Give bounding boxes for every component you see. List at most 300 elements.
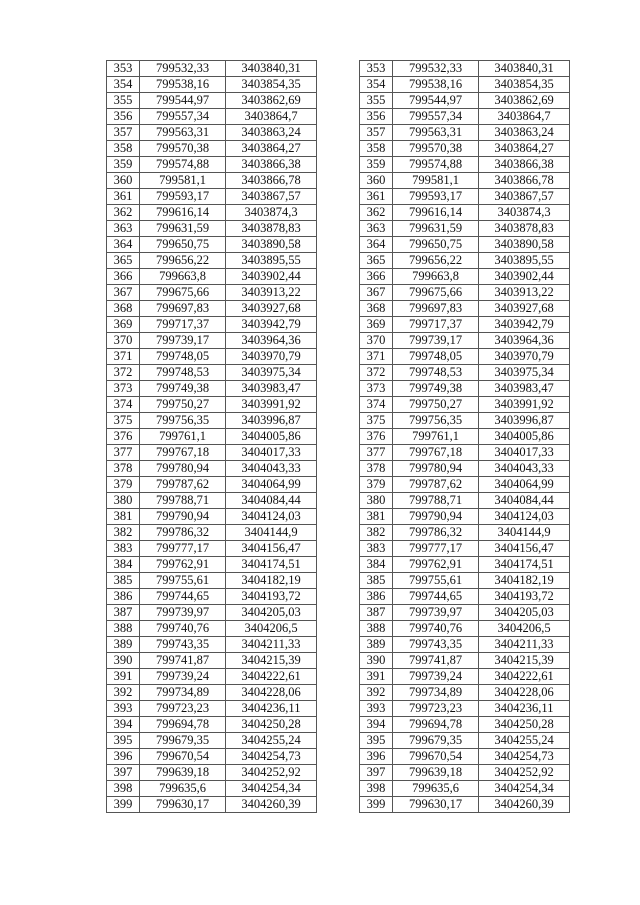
table-row (107, 93, 317, 109)
table-row (360, 237, 570, 253)
y-coordinate-cell: 3404254,73 (226, 749, 317, 765)
y-coordinate-cell: 3404236,11 (479, 701, 570, 717)
table-row (107, 669, 317, 685)
table-row (360, 797, 570, 813)
point-number-cell: 358 (360, 141, 393, 157)
table-row (107, 797, 317, 813)
x-coordinate-cell: 799650,75 (140, 237, 226, 253)
x-coordinate-cell: 799694,78 (393, 717, 479, 733)
point-number-cell: 361 (360, 189, 393, 205)
y-coordinate-cell: 3404211,33 (226, 637, 317, 653)
point-number-cell: 360 (107, 173, 140, 189)
x-coordinate-cell: 799756,35 (140, 413, 226, 429)
y-coordinate-cell: 3404193,72 (226, 589, 317, 605)
y-coordinate-cell: 3404005,86 (479, 429, 570, 445)
point-number-cell: 396 (107, 749, 140, 765)
x-coordinate-cell: 799787,62 (393, 477, 479, 493)
y-coordinate-cell: 3404174,51 (479, 557, 570, 573)
y-coordinate-cell: 3404254,34 (226, 781, 317, 797)
point-number-cell: 398 (360, 781, 393, 797)
x-coordinate-cell: 799650,75 (393, 237, 479, 253)
x-coordinate-cell: 799786,32 (140, 525, 226, 541)
table-row (107, 685, 317, 701)
y-coordinate-cell: 3404228,06 (479, 685, 570, 701)
y-coordinate-cell: 3403854,35 (226, 77, 317, 93)
x-coordinate-cell: 799788,71 (393, 493, 479, 509)
table-row (107, 301, 317, 317)
table-row (360, 285, 570, 301)
x-coordinate-cell: 799767,18 (140, 445, 226, 461)
y-coordinate-cell: 3404250,28 (226, 717, 317, 733)
point-number-cell: 353 (107, 61, 140, 77)
y-coordinate-cell: 3404206,5 (226, 621, 317, 637)
coordinates-table-left (106, 60, 317, 813)
table-row (360, 509, 570, 525)
table-row (360, 573, 570, 589)
point-number-cell: 353 (360, 61, 393, 77)
y-coordinate-cell: 3403874,3 (226, 205, 317, 221)
point-number-cell: 376 (360, 429, 393, 445)
point-number-cell: 371 (107, 349, 140, 365)
point-number-cell: 365 (360, 253, 393, 269)
y-coordinate-cell: 3403991,92 (479, 397, 570, 413)
x-coordinate-cell: 799750,27 (140, 397, 226, 413)
x-coordinate-cell: 799755,61 (393, 573, 479, 589)
x-coordinate-cell: 799616,14 (393, 205, 479, 221)
x-coordinate-cell: 799748,05 (393, 349, 479, 365)
point-number-cell: 366 (107, 269, 140, 285)
x-coordinate-cell: 799748,53 (140, 365, 226, 381)
point-number-cell: 380 (360, 493, 393, 509)
y-coordinate-cell: 3404182,19 (479, 573, 570, 589)
y-coordinate-cell: 3404211,33 (479, 637, 570, 653)
x-coordinate-cell: 799723,23 (393, 701, 479, 717)
x-coordinate-cell: 799563,31 (393, 125, 479, 141)
y-coordinate-cell: 3403840,31 (479, 61, 570, 77)
point-number-cell: 361 (107, 189, 140, 205)
table-row (360, 333, 570, 349)
y-coordinate-cell: 3404215,39 (226, 653, 317, 669)
x-coordinate-cell: 799750,27 (393, 397, 479, 413)
table-row (107, 653, 317, 669)
table-row (360, 77, 570, 93)
y-coordinate-cell: 3403890,58 (226, 237, 317, 253)
point-number-cell: 382 (360, 525, 393, 541)
x-coordinate-cell: 799739,24 (393, 669, 479, 685)
point-number-cell: 394 (360, 717, 393, 733)
table-row (107, 477, 317, 493)
table-row (360, 397, 570, 413)
table-row (360, 733, 570, 749)
table-row (107, 365, 317, 381)
x-coordinate-cell: 799656,22 (140, 253, 226, 269)
point-number-cell: 366 (360, 269, 393, 285)
table-row (360, 557, 570, 573)
point-number-cell: 371 (360, 349, 393, 365)
table-row (360, 365, 570, 381)
y-coordinate-cell: 3403866,78 (479, 173, 570, 189)
x-coordinate-cell: 799723,23 (140, 701, 226, 717)
x-coordinate-cell: 799790,94 (393, 509, 479, 525)
x-coordinate-cell: 799743,35 (140, 637, 226, 653)
point-number-cell: 367 (360, 285, 393, 301)
x-coordinate-cell: 799741,87 (393, 653, 479, 669)
point-number-cell: 357 (107, 125, 140, 141)
x-coordinate-cell: 799663,8 (393, 269, 479, 285)
y-coordinate-cell: 3403983,47 (226, 381, 317, 397)
y-coordinate-cell: 3404206,5 (479, 621, 570, 637)
x-coordinate-cell: 799639,18 (393, 765, 479, 781)
y-coordinate-cell: 3403864,27 (479, 141, 570, 157)
y-coordinate-cell: 3404222,61 (479, 669, 570, 685)
table-row (360, 93, 570, 109)
point-number-cell: 356 (360, 109, 393, 125)
point-number-cell: 363 (360, 221, 393, 237)
x-coordinate-cell: 799574,88 (393, 157, 479, 173)
y-coordinate-cell: 3403996,87 (226, 413, 317, 429)
y-coordinate-cell: 3403878,83 (226, 221, 317, 237)
x-coordinate-cell: 799777,17 (140, 541, 226, 557)
y-coordinate-cell: 3404254,73 (479, 749, 570, 765)
point-number-cell: 384 (360, 557, 393, 573)
table-row (360, 637, 570, 653)
point-number-cell: 392 (107, 685, 140, 701)
table-row (360, 125, 570, 141)
x-coordinate-cell: 799532,33 (393, 61, 479, 77)
point-number-cell: 373 (360, 381, 393, 397)
y-coordinate-cell: 3403991,92 (226, 397, 317, 413)
point-number-cell: 356 (107, 109, 140, 125)
y-coordinate-cell: 3403867,57 (226, 189, 317, 205)
y-coordinate-cell: 3403867,57 (479, 189, 570, 205)
y-coordinate-cell: 3403862,69 (226, 93, 317, 109)
table-row (360, 461, 570, 477)
table-row (360, 301, 570, 317)
point-number-cell: 369 (107, 317, 140, 333)
table-row (107, 637, 317, 653)
x-coordinate-cell: 799670,54 (140, 749, 226, 765)
point-number-cell: 378 (107, 461, 140, 477)
y-coordinate-cell: 3404228,06 (226, 685, 317, 701)
y-coordinate-cell: 3404017,33 (226, 445, 317, 461)
x-coordinate-cell: 799717,37 (393, 317, 479, 333)
point-number-cell: 364 (360, 237, 393, 253)
x-coordinate-cell: 799739,24 (140, 669, 226, 685)
y-coordinate-cell: 3404260,39 (479, 797, 570, 813)
table-row (360, 717, 570, 733)
table-row (360, 61, 570, 77)
y-coordinate-cell: 3403942,79 (226, 317, 317, 333)
point-number-cell: 369 (360, 317, 393, 333)
point-number-cell: 386 (360, 589, 393, 605)
y-coordinate-cell: 3404043,33 (226, 461, 317, 477)
y-coordinate-cell: 3403913,22 (479, 285, 570, 301)
x-coordinate-cell: 799544,97 (393, 93, 479, 109)
y-coordinate-cell: 3403996,87 (479, 413, 570, 429)
y-coordinate-cell: 3403866,38 (226, 157, 317, 173)
table-row (107, 557, 317, 573)
y-coordinate-cell: 3404260,39 (226, 797, 317, 813)
point-number-cell: 388 (107, 621, 140, 637)
x-coordinate-cell: 799740,76 (393, 621, 479, 637)
table-row (360, 781, 570, 797)
x-coordinate-cell: 799570,38 (393, 141, 479, 157)
x-coordinate-cell: 799749,38 (140, 381, 226, 397)
point-number-cell: 395 (107, 733, 140, 749)
x-coordinate-cell: 799790,94 (140, 509, 226, 525)
point-number-cell: 375 (360, 413, 393, 429)
table-row (107, 317, 317, 333)
x-coordinate-cell: 799670,54 (393, 749, 479, 765)
table-row (107, 125, 317, 141)
x-coordinate-cell: 799563,31 (140, 125, 226, 141)
y-coordinate-cell: 3404205,03 (226, 605, 317, 621)
table-row (360, 477, 570, 493)
table-row (107, 189, 317, 205)
y-coordinate-cell: 3404064,99 (479, 477, 570, 493)
point-number-cell: 394 (107, 717, 140, 733)
x-coordinate-cell: 799679,35 (140, 733, 226, 749)
x-coordinate-cell: 799777,17 (393, 541, 479, 557)
y-coordinate-cell: 3403902,44 (226, 269, 317, 285)
y-coordinate-cell: 3403983,47 (479, 381, 570, 397)
point-number-cell: 363 (107, 221, 140, 237)
x-coordinate-cell: 799675,66 (140, 285, 226, 301)
table-row (107, 349, 317, 365)
y-coordinate-cell: 3403895,55 (226, 253, 317, 269)
x-coordinate-cell: 799679,35 (393, 733, 479, 749)
y-coordinate-cell: 3403927,68 (226, 301, 317, 317)
table-row (107, 509, 317, 525)
point-number-cell: 380 (107, 493, 140, 509)
x-coordinate-cell: 799739,97 (393, 605, 479, 621)
table-row (360, 541, 570, 557)
y-coordinate-cell: 3403927,68 (479, 301, 570, 317)
point-number-cell: 362 (107, 205, 140, 221)
y-coordinate-cell: 3404252,92 (479, 765, 570, 781)
table-row (107, 397, 317, 413)
table-row (107, 285, 317, 301)
y-coordinate-cell: 3404156,47 (226, 541, 317, 557)
point-number-cell: 368 (360, 301, 393, 317)
x-coordinate-cell: 799631,59 (140, 221, 226, 237)
x-coordinate-cell: 799697,83 (140, 301, 226, 317)
point-number-cell: 360 (360, 173, 393, 189)
point-number-cell: 391 (360, 669, 393, 685)
y-coordinate-cell: 3403913,22 (226, 285, 317, 301)
coordinates-table-right (359, 60, 570, 813)
point-number-cell: 387 (107, 605, 140, 621)
table-row (360, 205, 570, 221)
x-coordinate-cell: 799749,38 (393, 381, 479, 397)
y-coordinate-cell: 3404124,03 (226, 509, 317, 525)
y-coordinate-cell: 3404252,92 (226, 765, 317, 781)
point-number-cell: 395 (360, 733, 393, 749)
x-coordinate-cell: 799761,1 (393, 429, 479, 445)
y-coordinate-cell: 3404182,19 (226, 573, 317, 589)
table-row (107, 461, 317, 477)
table-row (107, 605, 317, 621)
point-number-cell: 354 (107, 77, 140, 93)
table-row (107, 717, 317, 733)
point-number-cell: 372 (360, 365, 393, 381)
y-coordinate-cell: 3404205,03 (479, 605, 570, 621)
point-number-cell: 384 (107, 557, 140, 573)
table-row (360, 669, 570, 685)
point-number-cell: 399 (360, 797, 393, 813)
table-row (360, 653, 570, 669)
table-row (107, 61, 317, 77)
table-row (107, 621, 317, 637)
y-coordinate-cell: 3404084,44 (479, 493, 570, 509)
y-coordinate-cell: 3404043,33 (479, 461, 570, 477)
table-row (360, 621, 570, 637)
table-row (360, 413, 570, 429)
y-coordinate-cell: 3403854,35 (479, 77, 570, 93)
x-coordinate-cell: 799593,17 (140, 189, 226, 205)
table-row (107, 589, 317, 605)
y-coordinate-cell: 3403863,24 (479, 125, 570, 141)
point-number-cell: 385 (107, 573, 140, 589)
x-coordinate-cell: 799744,65 (393, 589, 479, 605)
y-coordinate-cell: 3403975,34 (226, 365, 317, 381)
x-coordinate-cell: 799739,97 (140, 605, 226, 621)
x-coordinate-cell: 799739,17 (140, 333, 226, 349)
x-coordinate-cell: 799743,35 (393, 637, 479, 653)
table-row (360, 493, 570, 509)
point-number-cell: 370 (360, 333, 393, 349)
point-number-cell: 392 (360, 685, 393, 701)
y-coordinate-cell: 3404222,61 (226, 669, 317, 685)
point-number-cell: 399 (107, 797, 140, 813)
x-coordinate-cell: 799593,17 (393, 189, 479, 205)
point-number-cell: 382 (107, 525, 140, 541)
y-coordinate-cell: 3404124,03 (479, 509, 570, 525)
x-coordinate-cell: 799739,17 (393, 333, 479, 349)
point-number-cell: 359 (107, 157, 140, 173)
y-coordinate-cell: 3403942,79 (479, 317, 570, 333)
table-row (360, 109, 570, 125)
point-number-cell: 398 (107, 781, 140, 797)
point-number-cell: 355 (107, 93, 140, 109)
table-row (107, 237, 317, 253)
point-number-cell: 359 (360, 157, 393, 173)
table-row (107, 781, 317, 797)
point-number-cell: 368 (107, 301, 140, 317)
point-number-cell: 379 (360, 477, 393, 493)
table-row (360, 589, 570, 605)
y-coordinate-cell: 3404144,9 (479, 525, 570, 541)
table-row (107, 253, 317, 269)
y-coordinate-cell: 3403866,38 (479, 157, 570, 173)
x-coordinate-cell: 799635,6 (140, 781, 226, 797)
point-number-cell: 389 (360, 637, 393, 653)
x-coordinate-cell: 799717,37 (140, 317, 226, 333)
table-row (360, 349, 570, 365)
point-number-cell: 389 (107, 637, 140, 653)
y-coordinate-cell: 3403874,3 (479, 205, 570, 221)
table-row (360, 445, 570, 461)
table-row (360, 381, 570, 397)
point-number-cell: 397 (107, 765, 140, 781)
x-coordinate-cell: 799616,14 (140, 205, 226, 221)
table-row (360, 141, 570, 157)
x-coordinate-cell: 799780,94 (393, 461, 479, 477)
point-number-cell: 385 (360, 573, 393, 589)
point-number-cell: 355 (360, 93, 393, 109)
point-number-cell: 372 (107, 365, 140, 381)
x-coordinate-cell: 799744,65 (140, 589, 226, 605)
x-coordinate-cell: 799697,83 (393, 301, 479, 317)
table-row (360, 685, 570, 701)
y-coordinate-cell: 3403864,27 (226, 141, 317, 157)
x-coordinate-cell: 799532,33 (140, 61, 226, 77)
y-coordinate-cell: 3403970,79 (479, 349, 570, 365)
table-row (107, 173, 317, 189)
point-number-cell: 393 (107, 701, 140, 717)
y-coordinate-cell: 3403964,36 (479, 333, 570, 349)
point-number-cell: 374 (107, 397, 140, 413)
table-row (107, 573, 317, 589)
x-coordinate-cell: 799630,17 (393, 797, 479, 813)
point-number-cell: 397 (360, 765, 393, 781)
table-row (107, 445, 317, 461)
y-coordinate-cell: 3403864,7 (479, 109, 570, 125)
y-coordinate-cell: 3404005,86 (226, 429, 317, 445)
x-coordinate-cell: 799788,71 (140, 493, 226, 509)
x-coordinate-cell: 799762,91 (393, 557, 479, 573)
point-number-cell: 376 (107, 429, 140, 445)
y-coordinate-cell: 3403864,7 (226, 109, 317, 125)
table-row (107, 157, 317, 173)
x-coordinate-cell: 799557,34 (140, 109, 226, 125)
point-number-cell: 390 (107, 653, 140, 669)
table-row (360, 765, 570, 781)
table-row (107, 525, 317, 541)
y-coordinate-cell: 3404255,24 (226, 733, 317, 749)
y-coordinate-cell: 3403878,83 (479, 221, 570, 237)
x-coordinate-cell: 799630,17 (140, 797, 226, 813)
table-row (107, 205, 317, 221)
point-number-cell: 377 (107, 445, 140, 461)
x-coordinate-cell: 799734,89 (140, 685, 226, 701)
point-number-cell: 388 (360, 621, 393, 637)
table-row (360, 429, 570, 445)
x-coordinate-cell: 799581,1 (140, 173, 226, 189)
point-number-cell: 393 (360, 701, 393, 717)
x-coordinate-cell: 799570,38 (140, 141, 226, 157)
x-coordinate-cell: 799574,88 (140, 157, 226, 173)
x-coordinate-cell: 799762,91 (140, 557, 226, 573)
y-coordinate-cell: 3403862,69 (479, 93, 570, 109)
y-coordinate-cell: 3404254,34 (479, 781, 570, 797)
point-number-cell: 357 (360, 125, 393, 141)
x-coordinate-cell: 799741,87 (140, 653, 226, 669)
point-number-cell: 362 (360, 205, 393, 221)
table-row (107, 701, 317, 717)
point-number-cell: 381 (107, 509, 140, 525)
x-coordinate-cell: 799740,76 (140, 621, 226, 637)
table-row (360, 253, 570, 269)
y-coordinate-cell: 3404017,33 (479, 445, 570, 461)
point-number-cell: 391 (107, 669, 140, 685)
table-row (360, 749, 570, 765)
x-coordinate-cell: 799787,62 (140, 477, 226, 493)
table-row (360, 317, 570, 333)
y-coordinate-cell: 3404215,39 (479, 653, 570, 669)
table-row (360, 605, 570, 621)
table-row (107, 221, 317, 237)
